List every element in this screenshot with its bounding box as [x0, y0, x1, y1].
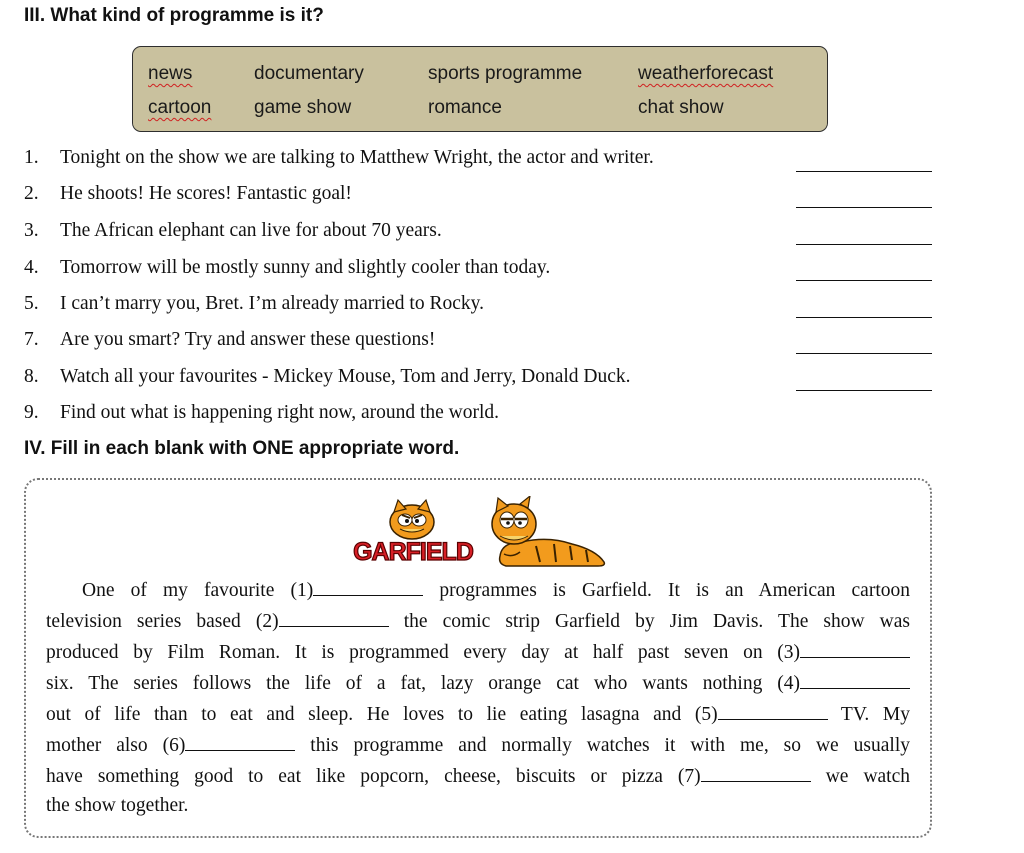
question-item: 1. Tonight on the show we are talking to Matthew Wright, the actor and writer. [24, 147, 654, 168]
blank-2[interactable] [279, 610, 389, 627]
garfield-cat-icon [492, 496, 604, 566]
word-bank-item: sports programme [428, 63, 583, 84]
question-item: 2. He shoots! He scores! Fantastic goal! [24, 183, 352, 204]
garfield-logo-image [350, 496, 610, 568]
answer-blank[interactable] [796, 280, 932, 281]
passage-line: One of my favourite (1) programmes is Garfield. It is an American cartoon [82, 580, 910, 601]
word-bank-item: weatherforecast [638, 63, 774, 84]
passage-line: television series based (2) the comic strip Garfield by Jim Davis. The show was [46, 611, 911, 632]
question-item: 7. Are you smart? Try and answer these questions! [24, 329, 436, 350]
logo-text: GARFIELD [353, 538, 473, 566]
answer-blank[interactable] [796, 353, 932, 354]
question-item: 5. I can’t marry you, Bret. I’m already married to Rocky. [24, 293, 484, 314]
question-item: 3. The African elephant can live for about 70 years. [24, 220, 442, 241]
passage-line: mother also (6) this programme and normally watches it with me, so we usually [46, 735, 910, 756]
question-item: 4. Tomorrow will be mostly sunny and slightly cooler than today. [24, 257, 551, 278]
blank-6[interactable] [185, 734, 295, 751]
question-item: 8. Watch all your favourites - Mickey Mouse, Tom and Jerry, Donald Duck. [24, 366, 631, 387]
answer-blank[interactable] [796, 317, 932, 318]
word-bank-box [132, 46, 828, 132]
word-bank-item: news [148, 63, 193, 84]
word-bank-item: documentary [254, 63, 364, 84]
answer-blank[interactable] [796, 390, 932, 391]
question-item: 9. Find out what is happening right now, around the world. [24, 402, 500, 423]
answer-blank[interactable] [796, 207, 932, 208]
blank-5[interactable] [718, 703, 828, 720]
answer-blank[interactable] [796, 244, 932, 245]
blank-4[interactable] [800, 672, 910, 689]
section-4-heading: IV. Fill in each blank with ONE appropriate word. [24, 438, 460, 459]
word-bank-item: game show [254, 97, 352, 118]
passage-line: have something good to eat like popcorn, cheese, biscuits or pizza (7) we watch [46, 766, 910, 787]
section-3-heading: III. What kind of programme is it? [24, 5, 324, 26]
word-bank-item: cartoon [148, 97, 212, 118]
passage-line: out of life than to eat and sleep. He loves to lie eating lasagna and (5) TV. My [46, 704, 910, 725]
garfield-logo [353, 500, 473, 566]
word-bank-item: romance [428, 97, 502, 118]
blank-1[interactable] [313, 579, 423, 596]
blank-7[interactable] [701, 765, 811, 782]
answer-blank[interactable] [796, 171, 932, 172]
blank-3[interactable] [800, 641, 910, 658]
passage-line: six. The series follows the life of a fat, lazy orange cat who wants nothing (4) [46, 672, 910, 695]
word-bank-item: chat show [638, 97, 724, 118]
passage-line: produced by Film Roman. It is programmed every day at half past seven on (3) [46, 641, 910, 664]
passage-line: the show together. [46, 795, 189, 816]
